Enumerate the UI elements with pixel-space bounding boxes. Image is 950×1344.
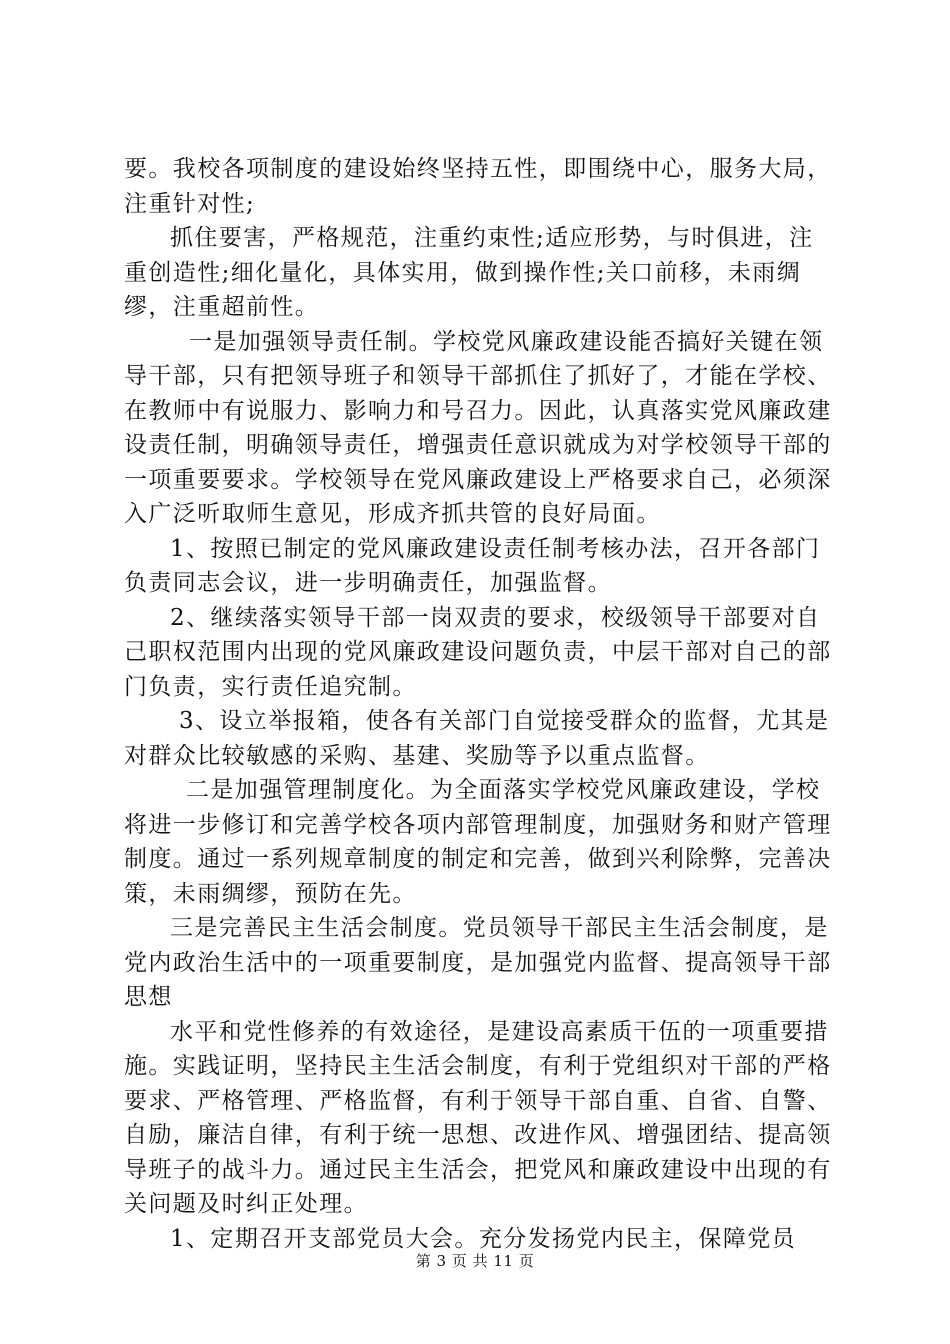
paragraph: 要。我校各项制度的建设始终坚持五性，即围绕中心，服务大局，注重针对性; [124,156,832,217]
paragraph: 水平和党性修养的有效途径，是建设高素质干伍的一项重要措施。实践证明，坚持民主生活会制度，有利于党组织对干部的严格要求、严格管理、严格监督，有利于领导干部自重、自省、自警、自励，廉洁自律，有利于统一思想、改进作风、增强团结、提高领导班子的战斗力。通过民主生活会，把党风和廉政建设中出现的有关问题及时纠正处理。 [124,1018,832,1217]
paragraph: 3、设立举报箱，使各有关部门自觉接受群众的监督，尤其是对群众比较敏感的采购、基建、奖励等予以重点监督。 [124,708,830,769]
paragraph: 一是加强领导责任制。学校党风廉政建设能否搞好关键在领导干部，只有把领导班子和领导干部抓住了抓好了，才能在学校、在教师中有说服力、影响力和号召力。因此，认真落实党风廉政建设责任制，明确领导责任，增强责任意识就成为对学校领导干部的一项重要要求。学校领导在党风廉政建设上严格要求自己，必须深入广泛听取师生意见，形成齐抓共管的良好局面。 [124,328,832,527]
page-number-footer: 第 3 页 共 11 页 [415,1252,535,1270]
paragraph: 1、定期召开支部党员大会。充分发扬党内民主，保障党员 [170,1225,797,1252]
paragraph: 1、按照已制定的党风廉政建设责任制考核办法，召开各部门负责同志会议，进一步明确责任，加强监督。 [124,535,821,596]
paragraph: 三是完善民主生活会制度。党员领导干部民主生活会制度，是党内政治生活中的一项重要制度，是加强党内监督、提高领导干部思想 [124,915,832,1010]
paragraph: 抓住要害，严格规范，注重约束性;适应形势，与时俱进，注重创造性;细化量化，具体实用，做到操作性;关口前移，未雨绸缪，注重超前性。 [124,225,814,320]
paragraph: 2、继续落实领导干部一岗双责的要求，校级领导干部要对自己职权范围内出现的党风廉政建设问题负责，中层干部对自己的部门负责，实行责任追究制。 [124,604,832,700]
paragraph: 二是加强管理制度化。为全面落实学校党风廉政建设，学校将进一步修订和完善学校各项内部管理制度，加强财务和财产管理制度。通过一系列规章制度的制定和完善，做到兴利除弊，完善决策，未雨绸缪，预防在先。 [124,777,832,907]
document-body [124,152,832,1256]
